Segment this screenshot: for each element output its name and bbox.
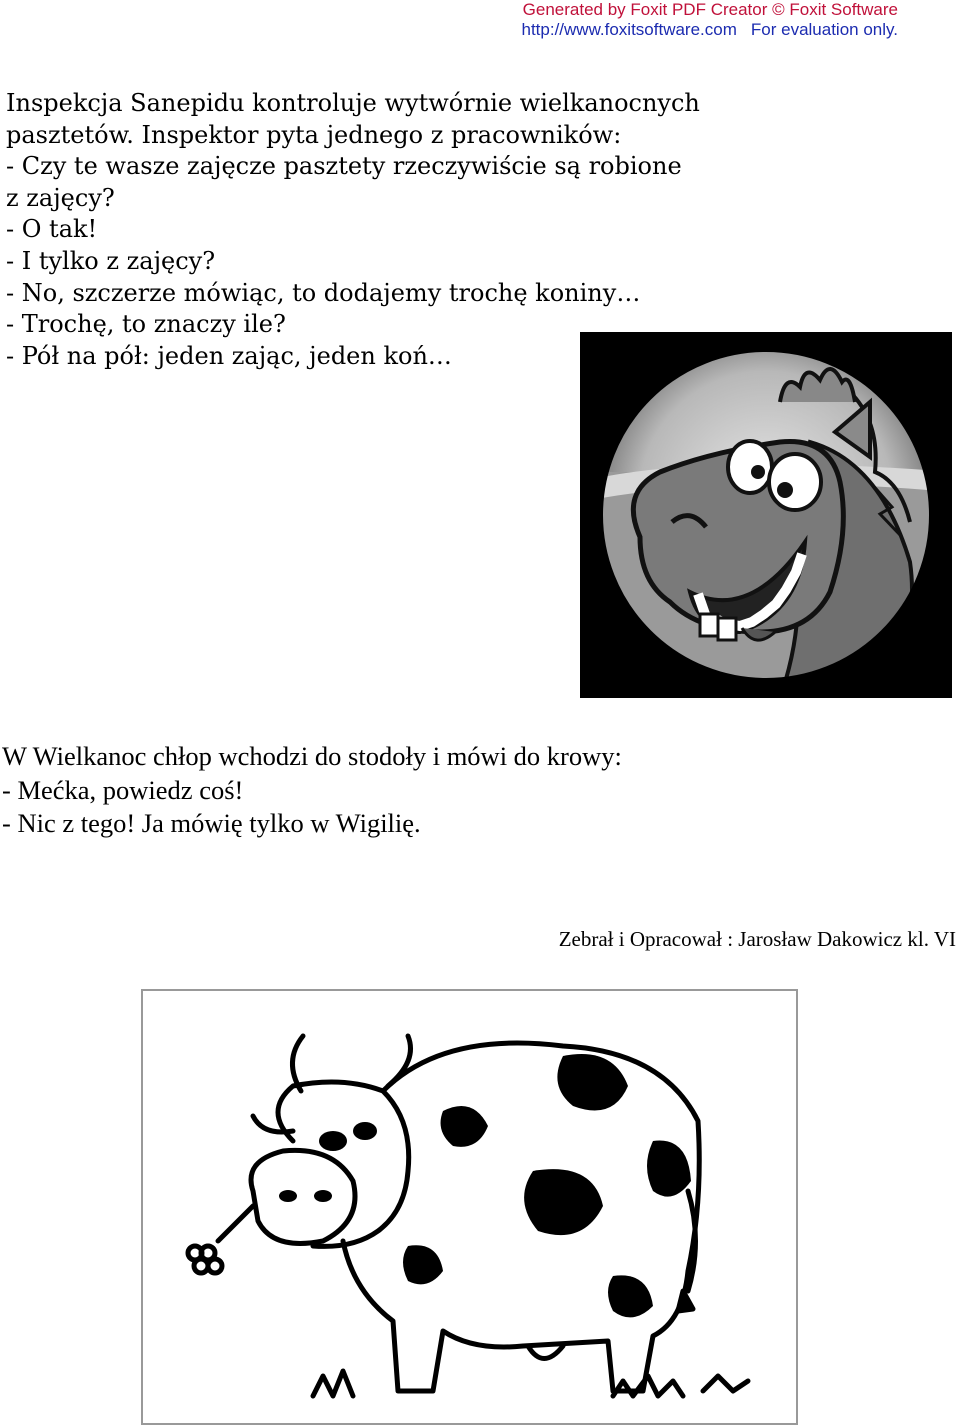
cow-illustration bbox=[143, 991, 796, 1423]
joke1-line: - No, szczerze mówiąc, to dodajemy trochę koniny… bbox=[6, 278, 641, 307]
author-credit: Zebrał i Opracował : Jarosław Dakowicz kl. VI bbox=[558, 927, 956, 951]
watermark-url[interactable]: http://www.foxitsoftware.com bbox=[521, 20, 737, 39]
horse-illustration bbox=[580, 332, 952, 698]
cow-cartoon-image bbox=[141, 989, 798, 1425]
joke1-line: Inspekcja Sanepidu kontroluje wytwórnie wielkanocnych bbox=[6, 89, 700, 117]
joke1-line: pasztetów. Inspektor pyta jednego z pracowników: bbox=[6, 120, 622, 149]
joke2-line: W Wielkanoc chłop wchodzi do stodoły i mówi do krowy: bbox=[2, 741, 622, 771]
joke-cow bbox=[2, 740, 902, 841]
horse-cartoon-image bbox=[580, 332, 952, 698]
joke2-line: - Mećka, powiedz coś! bbox=[2, 774, 244, 805]
joke-rabbit-pate bbox=[6, 88, 766, 372]
joke1-line: - Czy te wasze zajęcze pasztety rzeczywiście są robione bbox=[6, 152, 682, 181]
watermark-eval: For evaluation only. bbox=[750, 20, 898, 39]
watermark-line1: Generated by Foxit PDF Creator © Foxit Software bbox=[522, 0, 898, 19]
pdf-watermark bbox=[521, 0, 898, 40]
joke1-line: - I tylko z zajęcy? bbox=[6, 246, 216, 275]
joke1-line: - O tak! bbox=[6, 215, 98, 244]
joke1-line: - Pół na pół: jeden zając, jeden koń… bbox=[6, 341, 452, 370]
joke2-line: - Nic z tego! Ja mówię tylko w Wigilię. bbox=[2, 808, 421, 838]
joke1-line: - Trochę, to znaczy ile? bbox=[6, 310, 286, 339]
joke1-line: z zajęcy? bbox=[6, 183, 115, 212]
